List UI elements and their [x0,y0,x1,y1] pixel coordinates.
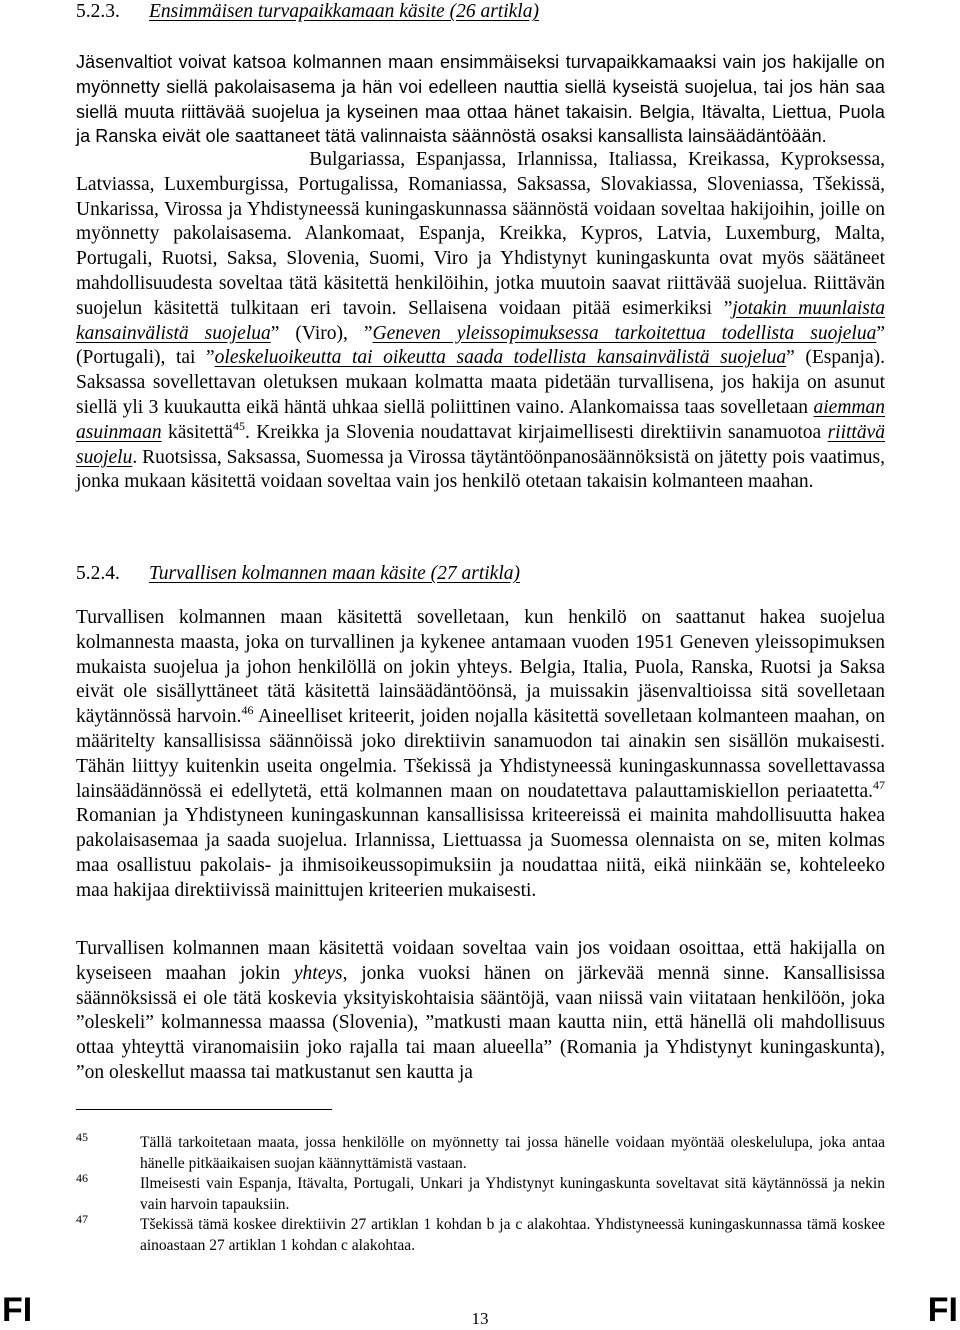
footnote-text: Ilmeisesti vain Espanja, Itävalta, Portugali, Unkari ja Yhdistynyt kuningaskunta soveltavat sitä käytännössä ja nekin vain harvoin tapauksiin. [140,1175,885,1213]
footnote-47 [76,1212,885,1256]
footnote-45 [76,1130,885,1174]
section-heading-5-2-4 [76,562,520,586]
footnote-separator [76,1109,332,1110]
language-code-right: FI [927,1291,958,1329]
footnote-number: 46 [76,1171,88,1185]
page-number: 13 [471,1309,489,1328]
section-title: Ensimmäisen turvapaikkamaan käsite (26 artikla) [149,1,539,22]
footnote-number: 47 [76,1212,88,1226]
footnote-text: Tällä tarkoitetaan maata, jossa henkilölle on myönnetty tai jossa hänelle voidaan myöntää oleskelulupa, joka antaa hänelle pitkäaikaisen suojan käännyttämistä vastaan. [140,1134,885,1172]
section-title: Turvallisen kolmannen maan käsite (27 artikla) [149,563,520,584]
paragraph-first-asylum-intro: Jäsenvaltiot voivat katsoa kolmannen maan ensimmäiseksi turvapaikkamaaksi vain jos hakijalle on myönnetty siellä pakolaisasema ja hän voi edelleen nauttia siellä kyseistä suojelua, tai jos hän saa siellä muuta riittävää suojelua ja kyseinen maa ottaa hänet takaisin. Belgia, Itävalta, Liettua, Puola ja Ranska eivät ole saattaneet tätä valinnaista säännöstä osaksi kansallista lainsäädäntöään. [76,52,885,147]
paragraph-safe-third-country-2: Turvallisen kolmannen maan käsitettä voidaan soveltaa vain jos voidaan osoittaa, että hakijalla on kyseiseen maahan jokin yhteys, jonka vuoksi hänen on järkevää mennä sinne. Kansallisissa säännöksissä ei ole tätä koskevia yksityiskohtaisia sääntöjä, vaan niissä vain viitataan henkilöön, joka ”oleskeli” kolmannessa maassa (Slovenia), ”matkusti maan kautta niin, että hänellä oli mahdollisuus ottaa yhteyttä viranomaisiin joko rajalla tai maan alueella” (Romania ja Yhdistynyt kuningaskunta), ”on oleskellut maassa tai matkustanut sen kautta ja [76,938,885,1083]
paragraph-safe-third-country-1: Turvallisen kolmannen maan käsitettä sovelletaan, kun henkilö on saattanut hakea suojelua kolmannesta maasta, joka on turvallinen ja kykenee antamaan vuoden 1951 Geneven yleissopimuksen mukaista suojelua ja johon henkilöllä on jokin yhteys. Belgia, Italia, Puola, Ranska, Ruotsi ja Saksa eivät ole sisällyttäneet tätä käsitettä lainsäädäntöönsä, ja muissakin jäsenvaltioissa sitä sovelletaan käytännössä harvoin.$^{46}$ Aineelliset kriteerit, joiden nojalla käsitettä sovelletaan kolmanteen maahan, on määritelty kansallisissa säännöissä joko direktiivin sanamuodon tai ainakin sen sisällön mukaisesti. Tähän liittyy kuitenkin useita ongelmia. Tšekissä ja Yhdistyneessä kuningaskunnassa sovellettavassa lainsäädännössä ei edellytetä, että kolmannen maan on noudatettava palauttamiskiellon periaatetta.$^{47}$ Romanian ja Yhdistyneen kuningaskunnan kansallisissa kriteereissä ei mainita mahdollisuutta hakea pakolaisasemaa ja saada suojelua. Irlannissa, Liettuassa ja Suomessa olennaista on se, miten kolmas maa osallistuu pakolais- ja ihmisoikeussopimuksiin ja noudattaa niitä, eikä niinkään se, kohteleeko maa hakijaa direktiivissä mainittujen kriteerien mukaisesti. [76,607,885,901]
footnote-text: Tšekissä tämä koskee direktiivin 27 artiklan 1 kohdan b ja c alakohtaa. Yhdistyneessä kuningaskunnassa tämä koskee ainoastaan 27 artiklan 1 kohdan c alakohtaa. [140,1216,885,1254]
footnote-number: 45 [76,1130,88,1144]
footnote-ref-46[interactable]: 46 [241,703,254,718]
section-number: 5.2.3. [76,1,120,22]
section-heading-5-2-3 [76,0,539,24]
section-number: 5.2.4. [76,563,120,584]
footnote-ref-45[interactable]: 45 [233,418,245,433]
language-code-left: FI [2,1291,33,1329]
footnote-ref-47[interactable]: 47 [873,777,885,792]
footnote-46 [76,1171,885,1215]
paragraph-first-asylum-body: Bulgariassa, Espanjassa, Irlannissa, Italiassa, Kreikassa, Kyproksessa, Latviassa, Luxemburgissa, Portugalissa, Romaniassa, Saksassa, Slovakiassa, Sloveniassa, Tšekissä, Unkarissa, Virossa ja Yhdistyneessä kuningaskunnassa säännöstä voidaan soveltaa hakijoihin, joille on myönnetty pakolaisasema. Alankomaat, Espanja, Kreikka, Kypros, Latvia, Luxemburg, Malta, Portugali, Ruotsi, Saksa, Slovenia, Suomi, Viro ja Yhdistynyt kuningaskunta ovat myös säätäneet mahdollisuudesta soveltaa tätä käsitettä henkilöihin, jotka muutoin saavat riittävää suojelua. Riittävän suojelun käsitettä tulkitaan eri tavoin. Sellaisena voidaan pitää esimerkiksi ”jotakin muunlaista kansainvälistä suojelua” (Viro), ”Geneven yleissopimuksessa tarkoitettua todellista suojelua” (Portugali), tai ”oleskeluoikeutta tai oikeutta saada todellista kansainvälistä suojelua” (Espanja). Saksassa sovellettavan oletuksen mukaan kolmatta maata pidetään turvallisena, jos hakija on asunut siellä yli 3 kuukautta eikä häntä uhkaa siellä poliittinen vaino. Alankomaissa taas sovelletaan aiemman asuinmaan käsitettä$^{45}$. Kreikka ja Slovenia noudattavat kirjaimellisesti direktiivin sanamuotoa riittävä suojelu. Ruotsissa, Saksassa, Suomessa ja Virossa täytäntöönpanosäännöksistä on jätetty pois vaatimus, jonka mukaan käsitettä voidaan soveltaa vain jos henkilö otetaan takaisin kolmanteen maahan. [76,149,886,493]
